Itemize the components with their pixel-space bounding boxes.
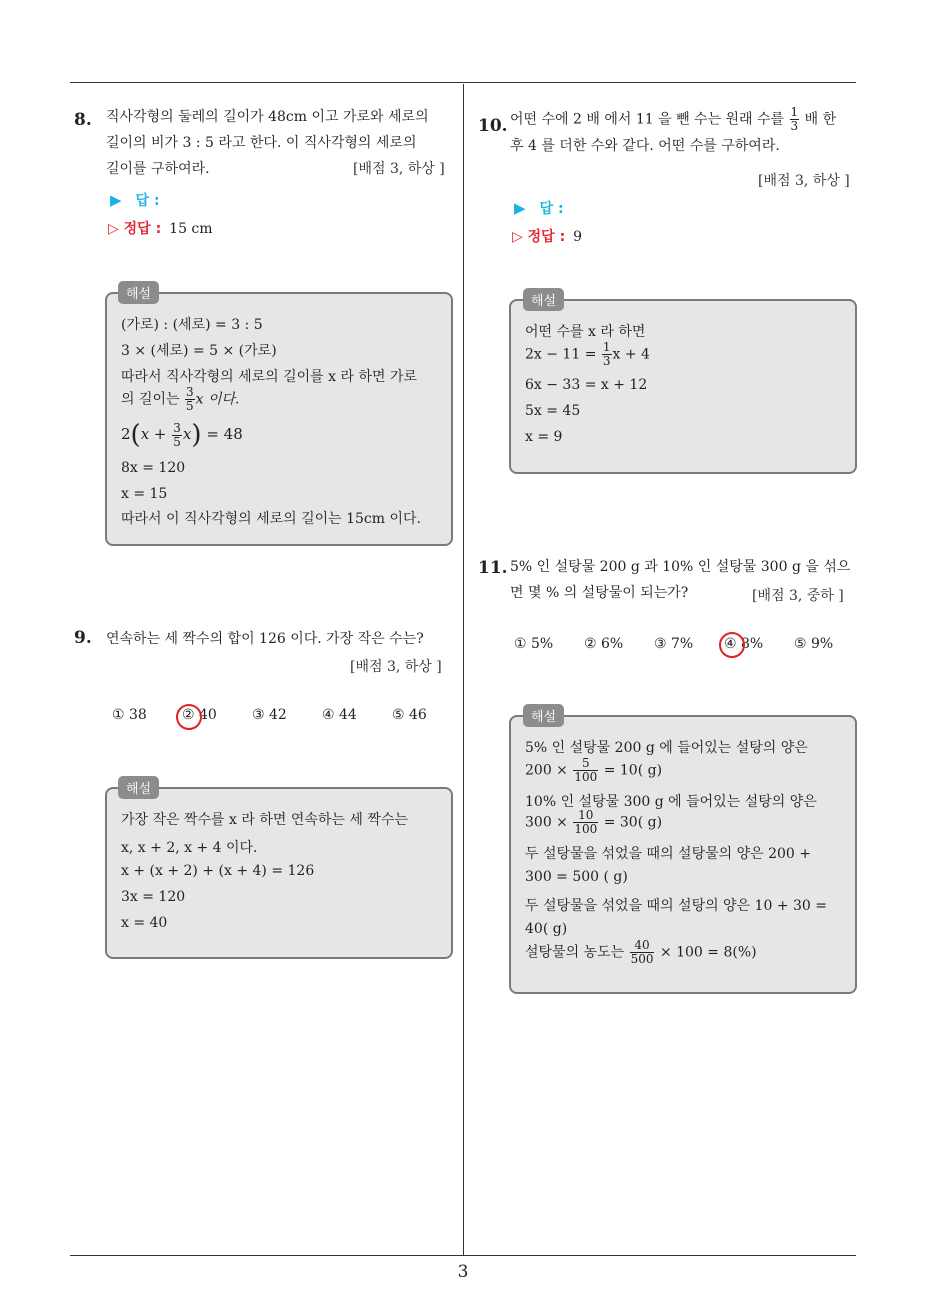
q11-sol-line: 40( g) (525, 921, 568, 937)
q11-choice-2[interactable]: ② 6% (584, 636, 624, 652)
q8-sol-line: 따라서 이 직사각형의 세로의 길이는 15cm 이다. (121, 511, 421, 527)
q8-correct-value: 15 cm (169, 221, 213, 237)
q9-choice-3[interactable]: ③ 42 (252, 707, 287, 723)
q11-sol-line: 설탕물의 농도는 $\frac{40}{500}$ × 100 = 8(%) (525, 938, 757, 966)
q11-sol-line: 5% 인 설탕물 200 g 에 들어있는 설탕의 양은 (525, 740, 808, 756)
q10-sol-line: 어떤 수를 x 라 하면 (525, 324, 646, 340)
q11-sol-line: 두 설탕물을 섞었을 때의 설탕물의 양은 200 + (525, 846, 811, 862)
q8-sol-line: 따라서 직사각형의 세로의 길이를 x 라 하면 가로 (121, 369, 418, 385)
q10-sol-line: 2x − 11 = $\frac{1}{3}$ x + 4 (525, 340, 650, 368)
q11-selected-mark (719, 632, 745, 658)
column-divider (463, 84, 464, 1256)
q9-selected-mark (176, 704, 202, 730)
q10-solution-box (509, 299, 857, 474)
q10-line2: 후 4 를 더한 수와 같다. 어떤 수를 구하여라. (510, 138, 780, 154)
q11-solution-box (509, 715, 857, 994)
q11-choice-5[interactable]: ⑤ 9% (794, 636, 834, 652)
q11-line2: 면 몇 % 의 설탕물이 되는가? (510, 585, 689, 601)
q9-choice-4[interactable]: ④ 44 (322, 707, 357, 723)
q8-solution-tag: 해설 (118, 281, 159, 304)
q9-sol-line: 가장 작은 짝수를 x 라 하면 연속하는 세 짝수는 (121, 812, 408, 828)
q11-sol-line: 10% 인 설탕물 300 g 에 들어있는 설탕의 양은 (525, 794, 817, 810)
q10-text (510, 106, 862, 159)
q8-sol-line: 의 길이는 $\frac{3}{5}$ x 이다. (121, 385, 240, 413)
q8-answer-label: ▶ 답 : (110, 191, 160, 209)
q10-correct-value: 9 (573, 229, 583, 245)
q10-correct: ▷ 정답 : 9 (512, 229, 583, 245)
q8-solution-box (105, 292, 453, 546)
answer-arrow-icon: ▶ (110, 191, 122, 209)
q9-solution-tag: 해설 (118, 776, 159, 799)
q10-solution-tag: 해설 (523, 288, 564, 311)
q10-line1: 어떤 수에 2 배 에서 11 을 뺀 수는 원래 수를 $\frac{1}{3}$ 배 한 (510, 105, 837, 133)
q11-meta: [배점 3, 중하 ] (752, 588, 844, 604)
q9-text: 연속하는 세 짝수의 합이 126 이다. 가장 작은 수는? (106, 631, 424, 647)
q8-sol-line: (가로) : (세로) = 3 : 5 (121, 317, 263, 333)
q8-sol-line: 8x = 120 (121, 460, 186, 476)
top-rule (70, 82, 856, 83)
q10-answer-label: ▶ 답 : (514, 199, 564, 217)
q10-sol-line: 5x = 45 (525, 403, 581, 419)
q8-sol-line: x = 15 (121, 486, 168, 502)
q11-sol-line: 200 × $\frac{5}{100}$ = 10( g) (525, 756, 663, 784)
q11-sol-line: 300 × $\frac{10}{100}$ = 30( g) (525, 808, 663, 836)
q9-number: 9. (74, 628, 92, 648)
q8-correct: ▷ 정답 : 15 cm (108, 221, 213, 237)
q10-sol-line: x = 9 (525, 429, 563, 445)
q11-sol-line: 300 = 500 ( g) (525, 869, 628, 885)
q11-choice-1[interactable]: ① 5% (514, 636, 554, 652)
q10-number: 10. (478, 116, 508, 136)
q9-solution-box (105, 787, 453, 959)
q11-number: 11. (478, 558, 508, 578)
q8-sol-equation: 2(x + $\frac{3}{5}$ x) = 48 (121, 420, 243, 450)
q10-meta: [배점 3, 하상 ] (758, 173, 850, 189)
q9-choice-1[interactable]: ① 38 (112, 707, 147, 723)
q9-meta: [배점 3, 하상 ] (350, 659, 442, 675)
q8-line3: 길이를 구하여라. (106, 161, 210, 177)
q9-sol-line: 3x = 120 (121, 889, 186, 905)
q11-solution-tag: 해설 (523, 704, 564, 727)
q9-sol-line: x, x + 2, x + 4 이다. (121, 840, 258, 856)
q11-sol-line: 두 설탕물을 섞었을 때의 설탕의 양은 10 + 30 = (525, 898, 828, 914)
q8-number: 8. (74, 110, 92, 130)
bottom-rule (70, 1255, 856, 1256)
answer-arrow-icon: ▶ (514, 199, 526, 217)
page-number: 3 (457, 1262, 469, 1282)
q10-sol-line: 6x − 33 = x + 12 (525, 377, 648, 393)
q11-choice-4[interactable]: ④ 8% (724, 636, 764, 652)
q8-sol-line: 3 × (세로) = 5 × (가로) (121, 343, 277, 359)
q8-line1: 직사각형의 둘레의 길이가 48cm 이고 가로와 세로의 (106, 109, 429, 125)
q9-sol-line: x + (x + 2) + (x + 4) = 126 (121, 863, 315, 879)
q9-choice-5[interactable]: ⑤ 46 (392, 707, 427, 723)
q11-line1: 5% 인 설탕물 200 g 과 10% 인 설탕물 300 g 을 섞으 (510, 559, 851, 575)
q9-choice-2[interactable]: ② 40 (182, 707, 217, 723)
q9-sol-line: x = 40 (121, 915, 168, 931)
q8-line2: 길이의 비가 3 : 5 라고 한다. 이 직사각형의 세로의 (106, 135, 417, 151)
q8-meta: [배점 3, 하상 ] (353, 161, 445, 177)
q11-choice-3[interactable]: ③ 7% (654, 636, 694, 652)
